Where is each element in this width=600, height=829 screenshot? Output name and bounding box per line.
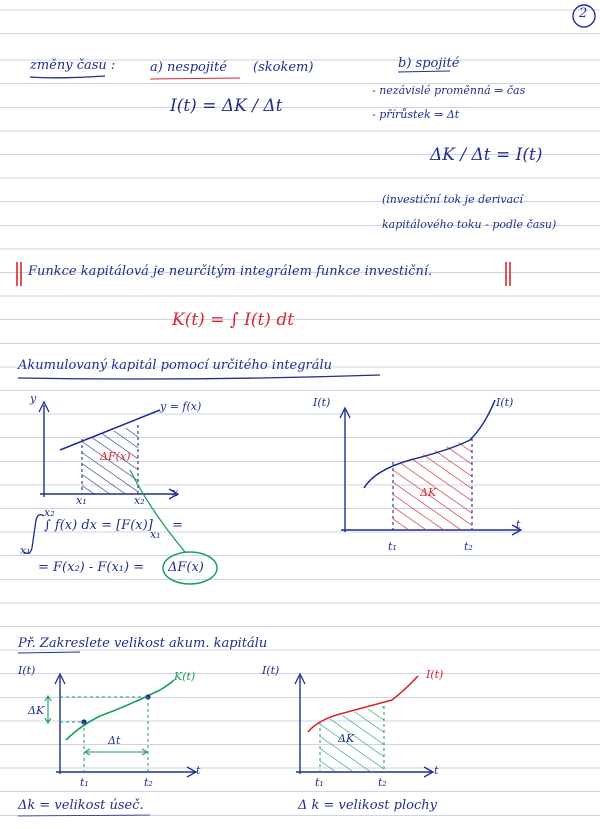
graph4-t2-label: t₂ [378,776,387,789]
option-b-note-line1: (investiční tok je derivací [382,193,523,206]
option-b-formula: ΔK / Δt = I(t) [430,145,543,165]
option-b-label: b) spojité [398,56,460,71]
graph3-dt-arrow [85,749,147,755]
graph1-x1-label: x₁ [76,494,87,507]
section2-title: Akumulovaný kapitál pomocí určitého integrálu [18,358,333,373]
graph3-t1-label: t₁ [80,776,89,789]
graph3-x-label: t [196,764,201,777]
option-b-note-line2: kapitálového toku - podle času) [382,218,557,231]
option-a-formula: I(t) = ΔK / Δt [170,96,283,116]
graph3-curve [66,680,174,740]
graph-2 [340,400,521,535]
section1-title: změny času : [30,58,116,73]
rule-statement: Funkce kapitálová je neurčitým integrálem funkce investiční. [28,264,433,279]
option-a-paren: (skokem) [253,60,314,75]
title-underline-3 [18,652,80,653]
graph3-dt-label: Δt [108,734,121,747]
integral-line2-circled: ΔF(x) [168,560,204,575]
graph1-curve-label: y = f(x) [160,400,202,413]
graph1-area-label: ΔF(x) [100,450,131,463]
graph4-area-label: ΔK [338,732,355,745]
graph2-x-label: t [516,518,521,531]
option-b-line1: - nezávislé proměnná ⇒ čas [372,84,526,97]
graph2-y-label: I(t) [313,396,331,409]
graph1-y-label: y [30,392,37,405]
page-number: 2 [579,6,588,21]
graph3-dk-arrow [45,696,51,723]
option-a-label: a) nespojité [150,60,227,75]
integral-lower-bound: x₁ [20,544,31,557]
caption-right: Δ k = velikost plochy [298,798,437,813]
graph3-t2-label: t₂ [144,776,153,789]
graph3-curve-label: K(t) [174,670,196,683]
underline-b [398,71,450,72]
section3-title: Př. Zakreslete velikost akum. kapitálu [18,636,268,651]
graph1-x2-label: x₂ [134,494,145,507]
graph4-curve-label: I(t) [426,668,444,681]
integral-line1-end: = [172,518,183,533]
title-underline-2 [18,375,380,379]
graph2-area-label: ΔK [420,486,437,499]
title-underline-1 [30,76,105,78]
graph2-t1-label: t₁ [388,540,397,553]
graph4-t1-label: t₁ [315,776,324,789]
graph-3 [45,674,196,777]
integral-upper-bound: x₂ [44,506,55,519]
integral-line1-bounds: x₁ [150,528,161,541]
underline-a [150,78,240,79]
rule-formula: K(t) = ∫ I(t) dt [172,310,295,330]
graph2-area [393,438,472,530]
integral-line2: = F(x₂) - F(x₁) = [38,560,145,575]
graph3-dk-label: ΔK [28,704,45,717]
graph2-t2-label: t₂ [464,540,473,553]
caption-underline-left [18,815,150,816]
option-b-line2: - přírůstek ⇒ Δt [372,108,460,121]
integral-line1: ∫ f(x) dx = [F(x)] [44,518,153,533]
graph4-y-label: I(t) [262,664,280,677]
caption-left: Δk = velikost úseč. [18,798,144,813]
graph2-curve-label: I(t) [496,396,514,409]
graph1-x-label: x [172,486,179,499]
graph-4 [295,674,433,777]
graph4-x-label: t [434,764,439,777]
graph3-y-label: I(t) [18,664,36,677]
